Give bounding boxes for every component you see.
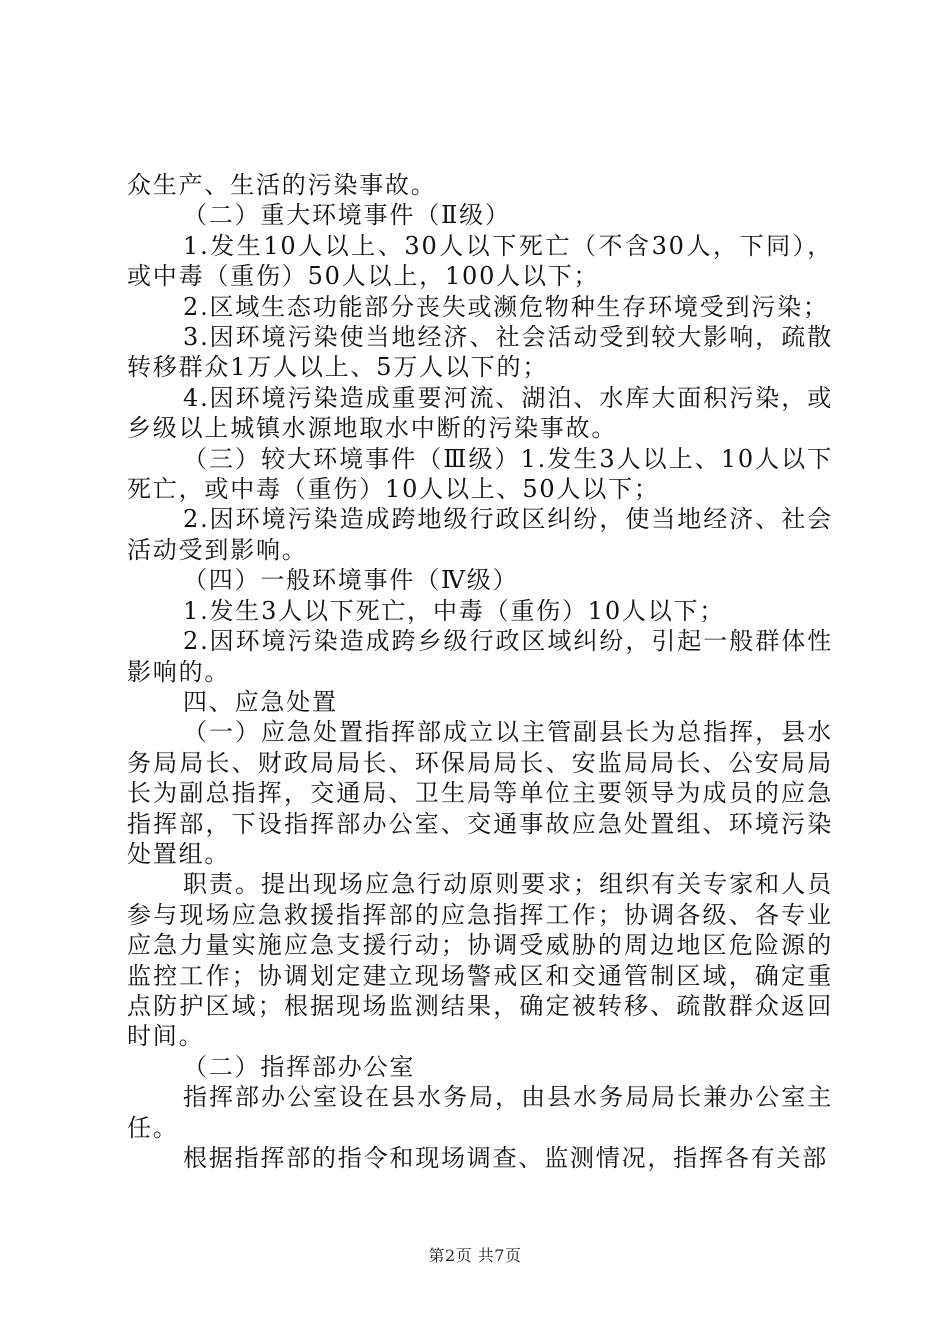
section-heading-command-office: （二）指挥部办公室: [183, 1052, 416, 1081]
paragraph-4: 2.区域生态功能部分丧失或濒危物种生存环境受到污染；: [183, 292, 829, 321]
paragraph-16: 指挥部办公室设在县水务局，由县水务局局长兼办公室主任。: [127, 1083, 833, 1142]
document-body: [127, 170, 833, 1173]
paragraph-17: 根据指挥部的指令和现场调查、监测情况，指挥各有关部: [183, 1144, 828, 1172]
paragraph-8: 2.因环境污染造成跨地级行政区纠纷，使当地经济、社会活动受到影响。: [127, 505, 833, 564]
page-number-footer: 第2页 共7页: [428, 1246, 522, 1265]
paragraph-10: 1.发生3人以下死亡，中毒（重伤）10人以下；: [183, 596, 726, 625]
section-heading-emergency-response: 四、应急处置: [183, 687, 338, 716]
paragraph-11: 2.因环境污染造成跨乡级行政区域纠纷，引起一般群体性影响的。: [127, 627, 833, 686]
paragraph-6: 4.因环境污染造成重要河流、湖泊、水库大面积污染，或乡级以上城镇水源地取水中断的污染事故。: [127, 383, 833, 443]
section-heading-major-event: （二）重大环境事件（Ⅱ级）: [183, 201, 511, 230]
paragraph-14: 职责。提出现场应急行动原则要求；组织有关专家和人员参与现场应急救援指挥部的应急指挥工作；协调各级、各专业应急力量实施应急支援行动；协调受威胁的周边地区危险源的监控工作；协调划定建立现场警戒区和交通管制区域，确定重点防护区域；根据现场监测结果，确定被转移、疏散群众返回时间。: [127, 870, 833, 1051]
paragraph-1: 众生产、生活的污染事故。: [127, 171, 437, 199]
section-heading-larger-event: （三）较大环境事件（Ⅲ级）1.发生3人以上、10人以下死亡，或中毒（重伤）10人以上、50人以下；: [127, 444, 833, 504]
section-heading-general-event: （四）一般环境事件（Ⅳ级）: [183, 566, 519, 595]
paragraph-13: （一）应急处置指挥部成立以主管副县长为总指挥，县水务局局长、财政局局长、环保局局长、安监局局长、公安局局长为副总指挥，交通局、卫生局等单位主要领导为成员的应急指挥部，下设指挥部办公室、交通事故应急处置组、环境污染处置组。: [127, 718, 833, 868]
paragraph-3: 1.发生10人以上、30人以下死亡（不含30人，下同），或中毒（重伤）50人以上，100人以下；: [127, 231, 833, 291]
paragraph-5: 3.因环境污染使当地经济、社会活动受到较大影响，疏散转移群众1万人以上、5万人以下的；: [127, 323, 833, 382]
